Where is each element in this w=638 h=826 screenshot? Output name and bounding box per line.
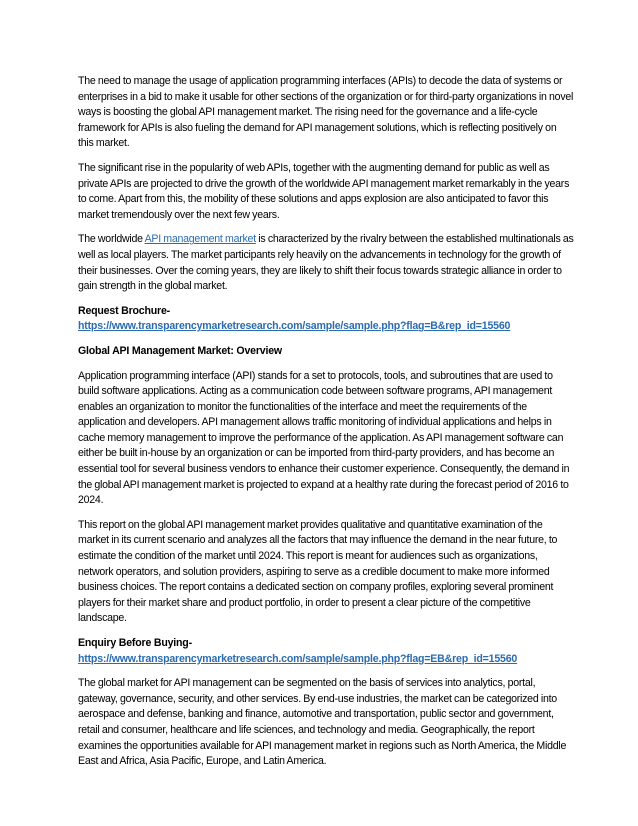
paragraph-competition [78, 232, 574, 294]
paragraph-intro: The need to manage the usage of application programming interfaces (APIs) to decode the data of systems or enterprises in a bid to make it usable for other sections of the organization or for third-party organizations in novel ways is boosting the global API management market. The rising need for the governance and a life-cycle framework for APIs is also fueling the demand for API management solutions, which is reflecting positively on this market. [78, 75, 574, 150]
paragraph-competition-lead: The worldwide [78, 233, 145, 246]
brochure-url-line [78, 319, 574, 335]
enquiry-url-line [78, 652, 574, 668]
enquiry-link[interactable]: https://www.transparencymarketresearch.com/sample/sample.php?flag=EB&rep_id=15560 [78, 652, 518, 665]
paragraph-growth-drivers: The significant rise in the popularity of web APIs, together with the augmenting demand for public as well as private APIs are projected to drive the growth of the worldwide API management market remarkably in the years to come. Apart from this, the mobility of these solutions and apps explosion are also anticipated to favor this market tremendously over the next few years. [78, 161, 570, 221]
paragraph-report-scope: This report on the global API management market provides qualitative and quantitative examination of the market in its current scenario and analyzes all the factors that may influence the demand in the near future, to estimate the condition of the market until 2024. This report is meant for audiences such as organizations, network operators, and solution providers, aspiring to serve as a credible document to make more informed business choices. The report contains a dedicated section on company profiles, exploring several prominent players for their market share and product portfolio, in order to present a clear picture of the competitive landscape. [78, 518, 558, 625]
brochure-heading: Request Brochure- [78, 304, 170, 317]
paragraph-competition-rest: is characterized by the rivalry between the established multinationals as well as local players. The market participants rely heavily on the advancements in technology for the growth of their businesses. Over the coming years, they are likely to shift their focus towards strategic alliance in order to gain strength in the global market. [78, 233, 574, 293]
enquiry-heading: Enquiry Before Buying- [78, 637, 192, 649]
api-management-market-link[interactable]: API management market [144, 233, 256, 246]
paragraph-overview: Application programming interface (API) stands for a set to protocols, tools, and subroutines that are used to build software applications. Acting as a communication code between software programs, API management enables an organization to monitor the functionalities of the interface and meet the requirements of the application and developers. API management allows traffic monitoring of individual applications and helps in cache memory management to improve the performance of the application. As API management software can either be built in-house by an organization or can be imported from third-party providers, and has become an essential tool for several business vendors to enhance their customer experience. Consequently, the demand in the global API management market is projected to expand at a healthy rate during the forecast period of 2016 to 2024. [78, 369, 570, 507]
paragraph-segmentation: The global market for API management can be segmented on the basis of services into analytics, portal, gateway, governance, security, and other services. By end-use industries, the market can be categorized into aerospace and defense, banking and finance, automotive and transportation, public sector and government, retail and consumer, healthcare and life sciences, and technology and media. Geographically, the report examines the opportunities available for API management market in regions such as North America, the Middle East and Africa, Asia Pacific, Europe, and Latin America. [78, 677, 567, 768]
brochure-link[interactable]: https://www.transparencymarketresearch.com/sample/sample.php?flag=B&rep_id=15560 [78, 320, 511, 333]
overview-heading: Global API Management Market: Overview [78, 344, 282, 357]
